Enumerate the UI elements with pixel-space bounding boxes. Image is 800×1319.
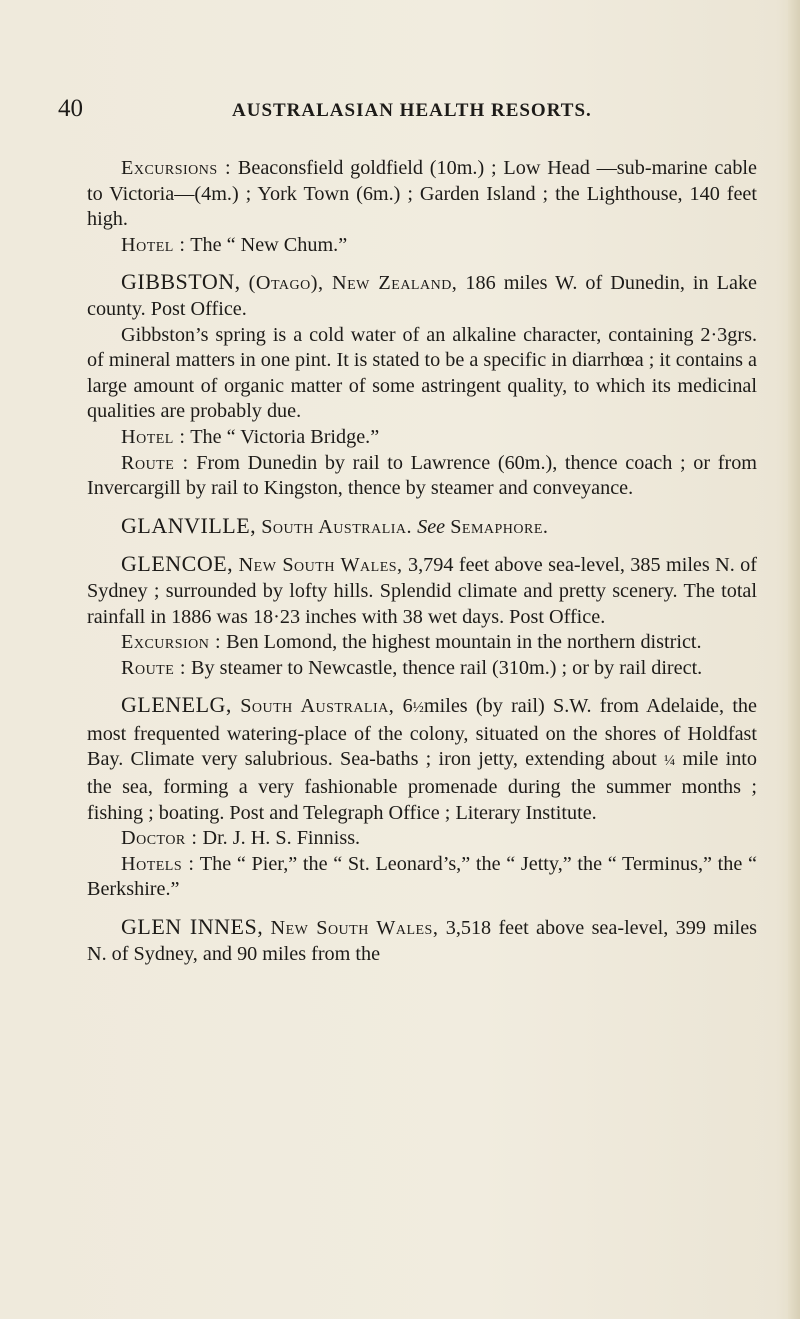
route-text: By steamer to Newcastle, thence rail (310m.) ; or by rail direct.: [191, 656, 703, 679]
entry-gibbston: [87, 269, 757, 322]
paragraph-excursion-glencoe: [87, 630, 757, 656]
spring-text: Gibbston’s spring is a cold water of an alkaline character, containing 2·3grs. of mineral matters in one pint. It is stated to be a specific in diarrhœa ; it contains a large amount of organic matter of some astringent quality, to which its medicinal qualities are probably due.: [87, 323, 757, 423]
paragraph-hotel-victoria: [87, 425, 757, 451]
paragraph-route-glencoe: [87, 656, 757, 682]
place-region: South Australia.: [261, 515, 413, 538]
page-body: [87, 156, 757, 967]
jetty-fraction: ¼: [664, 753, 676, 770]
entry-glen-innes: [87, 914, 757, 967]
cross-reference: Semaphore.: [450, 515, 549, 538]
place-region: New South Wales,: [238, 554, 403, 577]
page-edge-shadow: [788, 0, 800, 1319]
hotel-text: The “ Victoria Bridge.”: [190, 425, 380, 448]
excursion-label: Excursion :: [121, 631, 222, 654]
paragraph-gibbston-spring: [87, 323, 757, 425]
place-name: GLANVILLE,: [121, 512, 257, 538]
entry-text: 3,794 feet above sea-level, 385 miles N. of Sydney ; surrounded by lofty hills. Splendid climate and pretty scenery. The total rainfall in 1886 was 18·23 inches with 38 wet days. Post Office.: [87, 554, 758, 628]
paragraph-excursions: [87, 156, 757, 233]
place-region: (Otago), New Zealand,: [248, 272, 458, 295]
paragraph-doctor: [87, 826, 757, 852]
route-text: From Dunedin by rail to Lawrence (60m.), thence coach ; or from Invercargill by rail to Kingston, thence by steamer and conveyance.: [87, 451, 757, 500]
distance-fraction: ½: [412, 700, 424, 717]
route-label: Route :: [121, 451, 189, 474]
entry-glanville: [87, 513, 757, 541]
page-number: 40: [58, 95, 83, 122]
entry-text-a: miles (by rail) S.W. from Adelaide, the most frequented watering-place of the colony, situated on the shores of Holdfast Bay. Climate very salubrious. Sea-baths ; iron jetty, extending about: [87, 695, 757, 771]
excursions-label: Excursions :: [121, 157, 232, 179]
entry-text: 3,518 feet above sea-level, 399 miles N. of Sydney, and 90 miles from the: [87, 917, 758, 965]
running-head: AUSTRALASIAN HEALTH RESORTS.: [232, 100, 592, 121]
hotels-label: Hotels :: [121, 852, 195, 875]
entry-glencoe: [87, 551, 757, 630]
paragraph-route-gibbston: [87, 451, 757, 502]
paragraph-hotel-new-chum: [87, 233, 757, 259]
place-region: South Australia,: [240, 695, 395, 718]
entry-glenelg: [87, 692, 757, 826]
entry-text-b: mile into the sea, forming a very fashionable promenade during the summer months ; fishing ; boating. Post and Telegraph Office ; Literary Institute.: [87, 748, 758, 824]
see-word: See: [417, 515, 446, 538]
hotel-label: Hotel :: [121, 425, 186, 448]
hotel-label: Hotel :: [121, 233, 186, 256]
doctor-label: Doctor :: [121, 827, 198, 850]
paragraph-hotels-glenelg: [87, 852, 757, 903]
page-header: [58, 95, 748, 135]
doctor-text: Dr. J. H. S. Finniss.: [202, 827, 361, 850]
place-region: New South Wales,: [270, 917, 439, 940]
excursions-text: Beaconsfield goldfield (10m.) ; Low Head —sub-marine cable to Victoria—(4m.) ; York Town (6m.) ; Garden Island ; the Lighthouse, 140 feet high.: [87, 157, 757, 231]
place-name: GLENCOE,: [121, 551, 234, 577]
entry-text: 186 miles W. of Dunedin, in Lake county. Post Office.: [87, 272, 757, 320]
excursion-text: Ben Lomond, the highest mountain in the northern district.: [226, 631, 702, 654]
route-label: Route :: [121, 656, 186, 679]
place-name: GLENELG,: [121, 692, 232, 718]
hotel-text: The “ New Chum.”: [190, 233, 348, 256]
distance-whole: 6: [402, 695, 413, 718]
place-name: GLEN INNES,: [121, 914, 264, 940]
hotels-text: The “ Pier,” the “ St. Leonard’s,” the “ Jetty,” the “ Terminus,” the “ Berkshire.”: [87, 852, 757, 901]
place-name: GIBBSTON,: [121, 269, 241, 295]
